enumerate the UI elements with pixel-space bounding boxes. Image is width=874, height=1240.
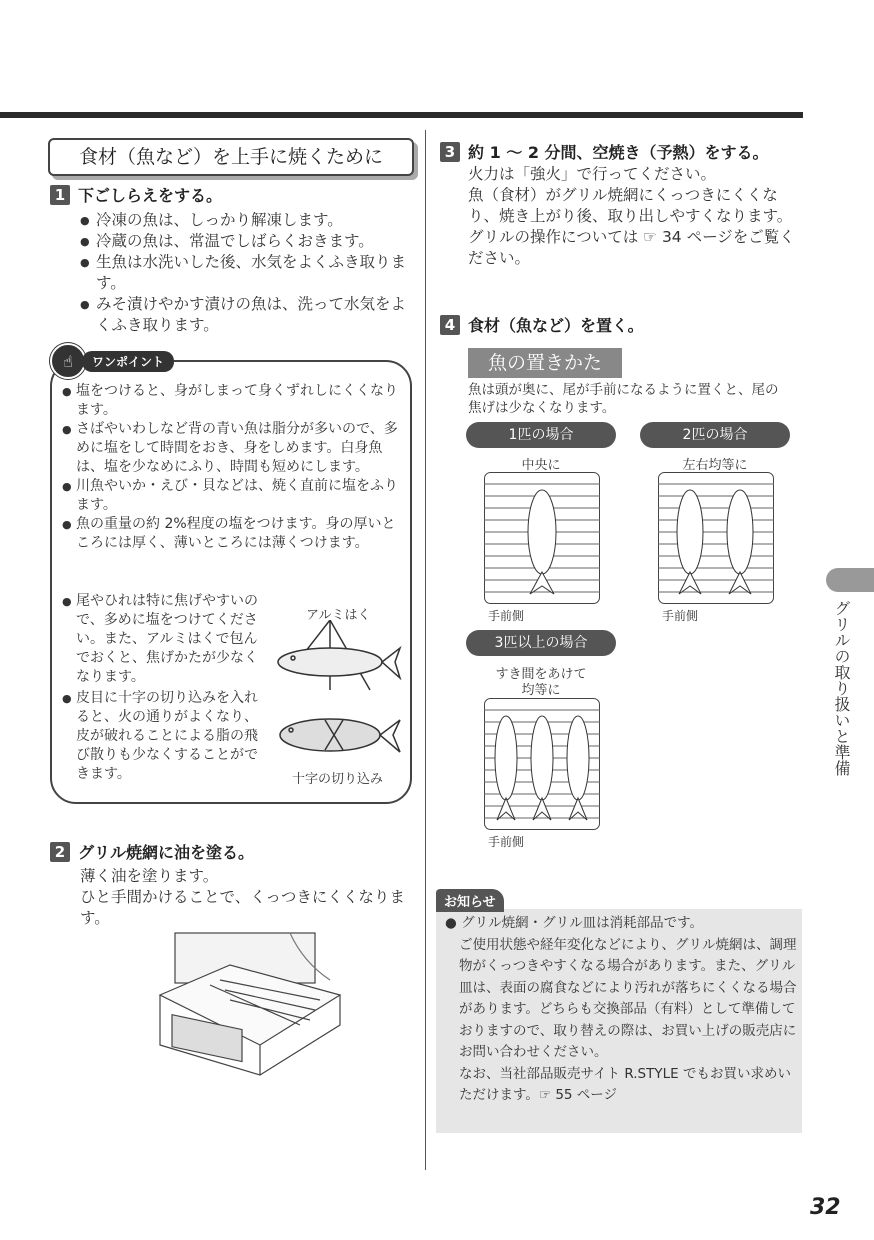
tip-list-top [62,382,402,553]
caption-gap: すき間をあけて [495,667,587,682]
step4-number: 4 [440,315,460,335]
step1-heading [50,183,222,206]
step2-line: ひと手間かけることで、くっつきにくくなります。 [80,888,405,927]
top-rule [0,112,803,118]
notice-text [445,913,797,1107]
step3-line: 火力は「強火」で行ってください。 [468,165,717,183]
caption-even: 左右均等に [682,458,748,473]
step4-heading [440,313,644,336]
list-item: ● 魚の重量の約 2%程度の塩をつけます。身の厚いところには厚く、薄いところには薄くつけます。 [62,515,402,553]
step3-line: グリルの操作については ☞ 34 ページをご覧ください。 [468,228,795,267]
pill-one-fish: 1匹の場合 [466,422,616,448]
step2-line: 薄く油を塗ります。 [80,867,219,885]
pointing-hand-icon: ☝ [50,343,86,379]
step3-title: 約 1 ～ 2 分間、空焼き（予熱）をする。 [468,143,769,162]
tip-label: ワンポイント [82,351,174,372]
list-item: ● 皮目に十字の切り込みを入れると、火の通りがよくなり、皮が破れることによる脂の飛び散りも少なくすることができます。 [62,689,268,784]
pill-two-fish: 2匹の場合 [640,422,790,448]
front-label-two: 手前側 [662,609,699,623]
list-item: ● 尾やひれは特に焦げやすいので、多めに塩をつけてください。また、アルミはくで包んでおくと、焦げかたが少なくなります。 [62,592,268,687]
column-divider [425,130,426,1170]
caption-center: 中央に [521,458,561,473]
list-item: ● 塩をつけると、身がしまって身くずれしにくくなります。 [62,382,402,420]
side-tab [826,568,874,592]
pill-three-fish: 3匹以上の場合 [466,630,616,656]
grill-two-fish [658,472,774,604]
step1-title: 下ごしらえをする。 [78,186,223,205]
step1-number: 1 [50,185,70,205]
side-tab-label: グリルの取り扱いと準備 [832,600,851,776]
foil-label: アルミはく [306,608,371,623]
section-title: 食材（魚など）を上手に焼くために [48,138,414,176]
step2-heading [50,840,254,863]
list-item: ● 冷凍の魚は、しっかり解凍します。 [80,210,412,231]
page-number: 32 [810,1195,841,1220]
notice-line: なお、当社部品販売サイト R.STYLE でもお買い求めいただけます。☞ 55 ページ [459,1065,791,1103]
tip-list-bottom [62,592,268,784]
cut-label: 十字の切り込み [292,772,384,787]
front-label-one: 手前側 [488,609,525,623]
notice-tag: お知らせ [436,889,504,912]
notice-line: ご使用状態や経年変化などにより、グリル焼網は、調理物がくっつきやすくなる場合があります。また、グリル皿は、表面の腐食などにより汚れが落ちにくくなる場合があります。どちらも交換部品（有料）として準備しておりますので、取り替えの際は、お買い上げの販売店にお問い合わせください。 [459,936,797,1060]
fish-foil-illustration [275,620,405,770]
tip-header [50,343,174,379]
placement-title: 魚の置きかた [468,348,622,378]
list-item: ● さばやいわしなど背の青い魚は脂分が多いので、多めに塩をして時間をおき、身をしめます。白身魚は、塩を少なめにふり、時間も短めにします。 [62,420,402,477]
step3-text [468,164,802,269]
notice-line: ● グリル焼網・グリル皿は消耗部品です。 [445,915,703,931]
step2-text [80,866,412,929]
step1-bullets [80,210,412,336]
step4-title: 食材（魚など）を置く。 [468,316,644,335]
list-item: ● みそ漬けやかす漬けの魚は、洗って水気をよくふき取ります。 [80,294,412,336]
step2-title: グリル焼網に油を塗る。 [78,843,255,862]
step3-number: 3 [440,142,460,162]
list-item: ● 川魚やいか・えび・貝などは、焼く直前に塩をふります。 [62,477,402,515]
grill-three-fish [484,698,600,830]
list-item: ● 冷蔵の魚は、常温でしばらくおきます。 [80,231,412,252]
placement-desc: 魚は頭が奥に、尾が手前になるように置くと、尾の焦げは少なくなります。 [468,382,779,416]
step3-heading [440,140,769,163]
step3-line: 魚（食材）がグリル焼網にくっつきにくくなり、焼き上がり後、取り出しやすくなります。 [468,186,793,225]
caption-even-three: 均等に [521,683,561,698]
step2-number: 2 [50,842,70,862]
grill-drawer-illustration [150,925,350,1085]
front-label-three: 手前側 [488,835,525,849]
list-item: ● 生魚は水洗いした後、水気をよくふき取ります。 [80,252,412,294]
grill-one-fish [484,472,600,604]
